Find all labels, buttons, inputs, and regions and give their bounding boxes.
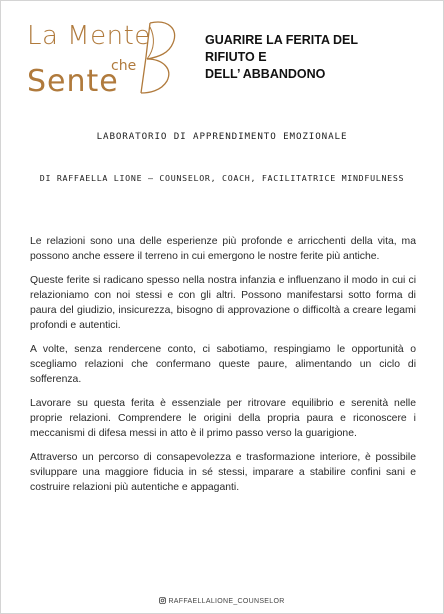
- la-mente-che-sente-logo: [23, 15, 193, 101]
- subtitle: LABORATORIO DI APPRENDIMENTO EMOZIONALE: [96, 131, 348, 142]
- title-line: DELL’ ABBANDONO: [205, 67, 326, 81]
- author-byline: DI RAFFAELLA LIONE – COUNSELOR, COACH, FACILITATRICE MINDFULNESS: [39, 173, 405, 183]
- title-line: GUARIRE LA FERITA DEL: [205, 33, 359, 47]
- footer-handle: RAFFAELLALIONE_COUNSELOR: [168, 598, 285, 605]
- instagram-icon: [159, 597, 166, 604]
- paragraph: Queste ferite si radicano spesso nella nostra infanzia e influenzano il modo in cui ci relazioniamo con noi stessi e con gli altri. Possono manifestarsi sotto forma di paura del giudizio, insicurezza, bisogno di approvazione o difficoltà a creare legami profondi e autentici.: [30, 275, 416, 331]
- paragraph: Lavorare su questa ferita è essenziale per ritrovare equilibrio e serenità nelle proprie relazioni. Comprendere le origini della propria paura e riconoscere i meccanismi di difesa messi in atto è il primo passo verso la guarigione.: [30, 398, 416, 439]
- logo-text-la-mente: La Mente: [27, 21, 151, 51]
- footer-social-handle: [1, 597, 443, 605]
- logo-text-sente: Sente: [27, 64, 119, 99]
- page-title: [205, 32, 425, 83]
- logo-text-che: che: [111, 58, 137, 74]
- paragraph: Attraverso un percorso di consapevolezza e trasformazione interiore, è possibile sviluppare una maggiore fiducia in sé stessi, imparare a stabilire confini sani e costruire relazioni più autentiche e appaganti.: [30, 452, 416, 493]
- body-text: [30, 234, 416, 504]
- title-line: RIFIUTO E: [205, 50, 267, 64]
- paragraph: Le relazioni sono una delle esperienze più profonde e arricchenti della vita, ma possono anche essere il terreno in cui emergono le nostre ferite più antiche.: [30, 236, 416, 262]
- paragraph: A volte, senza rendercene conto, ci sabotiamo, respingiamo le opportunità o scegliamo relazioni che confermano queste paure, alimentando un ciclo di sofferenza.: [30, 344, 416, 385]
